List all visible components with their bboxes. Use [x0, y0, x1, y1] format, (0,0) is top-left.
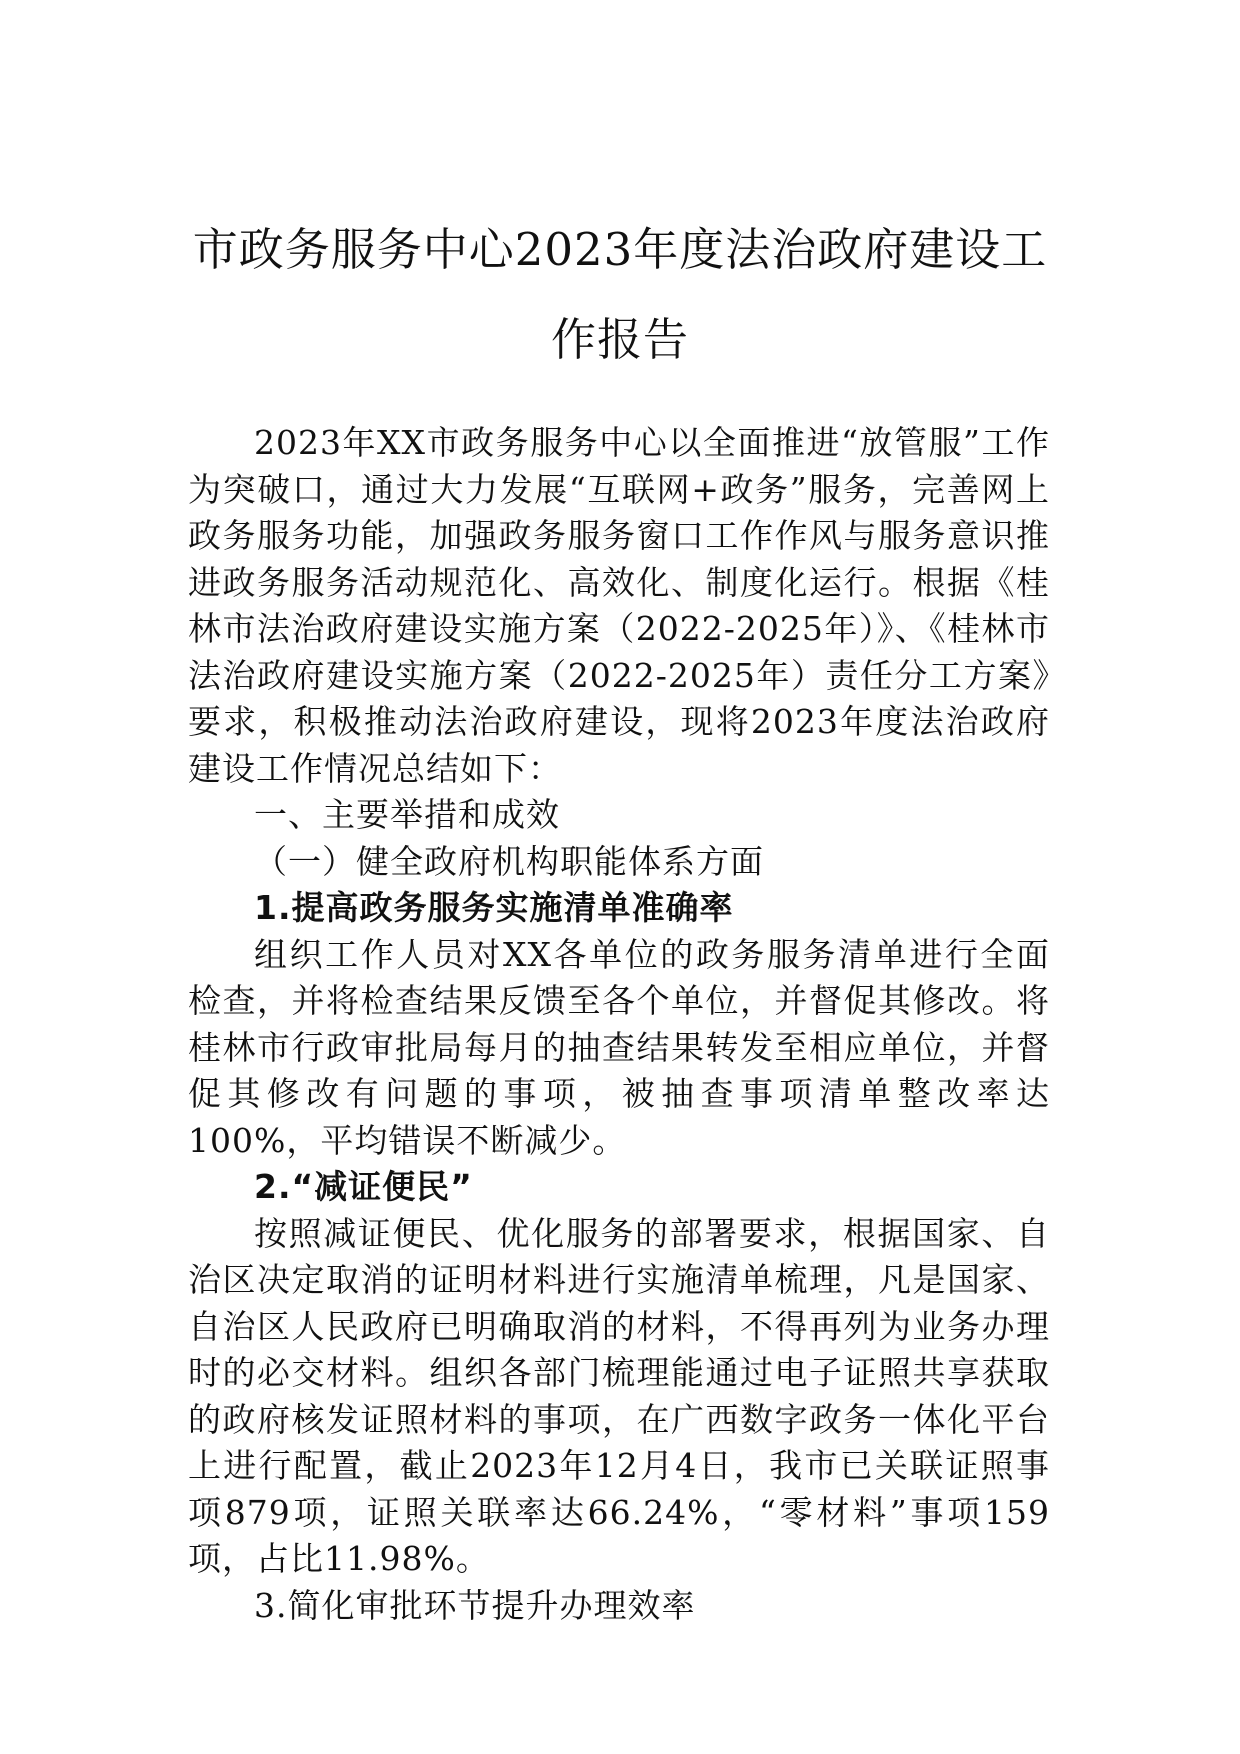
document-title: 市政务服务中心2023年度法治政府建设工作报告: [192, 223, 1048, 366]
item-heading-checklist-accuracy: 1.提高政务服务实施清单准确率: [254, 888, 734, 927]
document-body: [188, 420, 1050, 1629]
subsection-heading-government-functions: （一）健全政府机构职能体系方面: [254, 841, 764, 881]
item-heading-reduce-certificates: 2.“减证便民”: [254, 1167, 473, 1206]
intro-paragraph: 2023年XX市政务服务中心以全面推进“放管服”工作为突破口，通过大力发展“互联网+政务”服务，完善网上政务服务功能，加强政务服务窗口工作作风与服务意识推进政务服务活动规范化、高效化、制度化运行。根据《桂林市法治政府建设实施方案（2022-2025年）》、《桂林市法治政府建设实施方案（2022-2025年）责任分工方案》要求，积极推动法治政府建设，现将2023年度法治政府建设工作情况总结如下：: [188, 423, 1050, 788]
item-paragraph-checklist-accuracy: 组织工作人员对XX各单位的政务服务清单进行全面检查，并将检查结果反馈至各个单位，并督促其修改。将桂林市行政审批局每月的抽查结果转发至相应单位，并督促其修改有问题的事项，被抽查事项清单整改率达100%，平均错误不断减少。: [188, 934, 1050, 1160]
section-heading-main-measures: 一、主要举措和成效: [254, 795, 560, 834]
item-paragraph-reduce-certificates: 按照减证便民、优化服务的部署要求，根据国家、自治区决定取消的证明材料进行实施清单梳理，凡是国家、自治区人民政府已明确取消的材料，不得再列为业务办理时的必交材料。组织各部门梳理能通过电子证照共享获取的政府核发证照材料的事项，在广西数字政务一体化平台上进行配置，截止2023年12月4日，我市已关联证照事项879项，证照关联率达66.24%，“零材料”事项159项，占比11.98%。: [188, 1213, 1050, 1578]
item-heading-simplify-approval: 3.简化审批环节提升办理效率: [254, 1585, 696, 1625]
